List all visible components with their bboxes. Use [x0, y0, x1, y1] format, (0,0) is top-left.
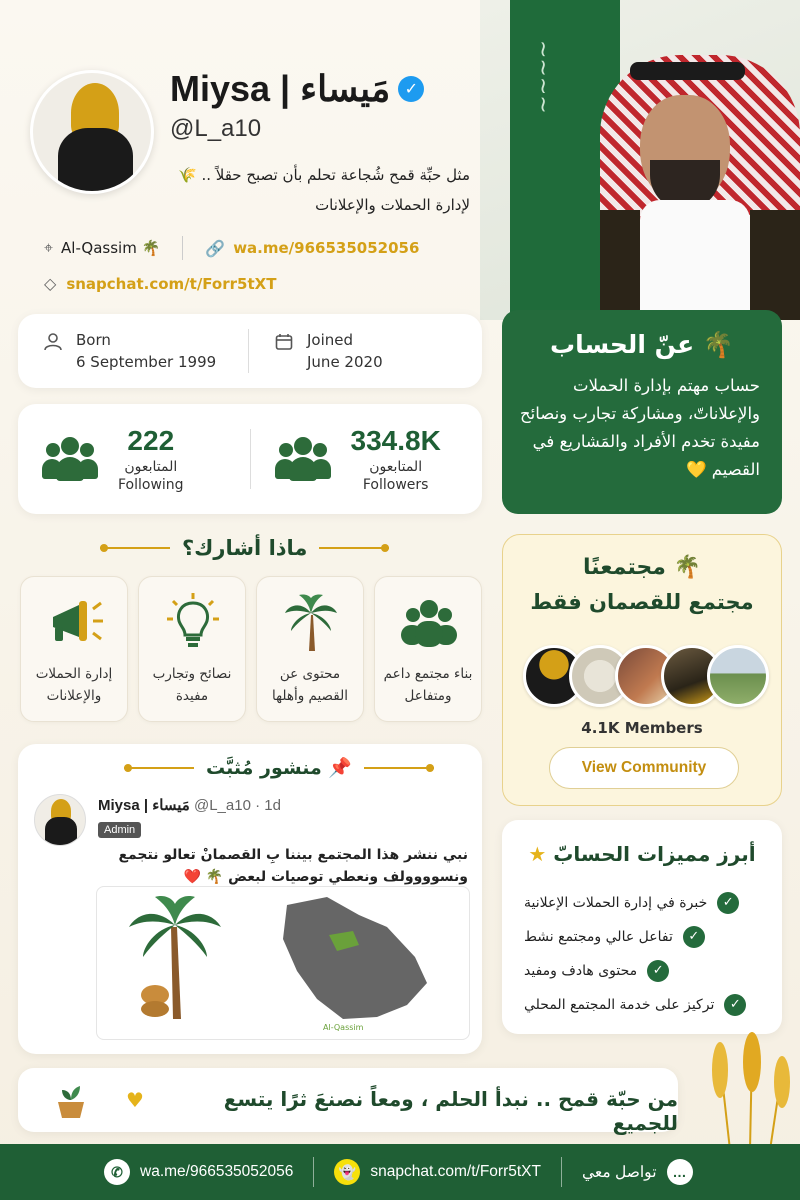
check-icon: ✓: [683, 926, 705, 948]
post-author-avatar[interactable]: [34, 794, 86, 846]
share-tile-label: محتوى عن القصيم وأهلها: [272, 666, 348, 704]
feature-item: [524, 954, 760, 988]
profile-name: Miysa | مَيساء: [170, 68, 391, 109]
followers-ar-label: المتابعون: [369, 459, 423, 475]
whatsapp-link-text[interactable]: wa.me/966535052056: [233, 239, 420, 257]
born-item: [18, 331, 248, 371]
community-avatars: [523, 645, 753, 707]
feature-text: محتوى هادف ومفيد: [524, 963, 638, 979]
lightbulb-icon: [163, 591, 223, 653]
followers-en-label: Followers: [362, 477, 429, 493]
about-title: 🌴 عنّ الحساب: [549, 330, 735, 359]
location: [44, 238, 160, 258]
followers-count: 334.8K: [350, 425, 441, 456]
wheat-icon: [690, 1030, 800, 1150]
post-time: · 1d: [255, 797, 281, 814]
feature-text: تركيز على خدمة المجتمع المحلي: [524, 997, 715, 1013]
born-value: 6 September 1999: [76, 353, 217, 371]
post-text: [98, 844, 468, 888]
title-ornament-left: [100, 547, 170, 549]
share-tile-label: بناء مجتمع داعم ومتفاعل: [383, 666, 473, 704]
joined-item: [249, 331, 479, 371]
whatsapp-link[interactable]: [205, 239, 419, 258]
post-text-line-1: نبي ننشر هذا المجتمع بيننا بِ القصمانْ تعالو نتجمع: [118, 847, 468, 863]
post-author[interactable]: [98, 796, 281, 814]
joined-value: June 2020: [307, 353, 383, 371]
slogan-card: [18, 1068, 678, 1135]
profile-avatar[interactable]: [30, 70, 154, 194]
features-list: [524, 886, 760, 1022]
pinned-title-text: 📌 منشور مُثبَّت: [206, 757, 352, 779]
group-icon: [42, 437, 98, 481]
person-icon: [44, 333, 62, 356]
person-agal: [630, 62, 745, 80]
flag-script: ~~~~: [530, 40, 555, 114]
footer-whatsapp[interactable]: [104, 1159, 293, 1185]
footer-divider: [313, 1157, 314, 1187]
features-title: [502, 842, 782, 866]
bio-line-1: مثل حبِّة قمح شُجاعة تحلم بأن تصبح حقلاً .. 🌾: [178, 166, 470, 184]
bio-line-2: لإدارة الحملات والإعلانات: [315, 196, 470, 214]
feature-text: تفاعل عالي ومجتمع نشط: [524, 929, 673, 945]
person-bisht-left: [600, 210, 640, 320]
snapchat-icon: 👻: [334, 1159, 360, 1185]
share-tile-qassim[interactable]: [256, 576, 364, 722]
community-card: [502, 534, 782, 806]
location-pin-icon: ⌖: [44, 238, 54, 257]
link-icon: 🔗: [205, 238, 226, 258]
post-image[interactable]: [96, 886, 470, 1040]
share-title-text: ماذا أشارك؟: [182, 536, 308, 560]
share-tile-label: إدارة الحملات والإعلانات: [35, 666, 113, 704]
person-thobe: [640, 200, 750, 320]
chat-bubble-icon: …: [667, 1159, 693, 1185]
title-ornament-right: [319, 547, 389, 549]
community-title: 🌴 مجتمعنًا: [583, 555, 701, 580]
hero-photo: [480, 0, 800, 320]
star-icon: ★: [528, 842, 547, 866]
dates-card: [18, 314, 482, 388]
community-subtitle: مجتمع للقصمان فقط: [530, 590, 754, 614]
location-text: Al-Qassim 🌴: [61, 239, 161, 257]
about-card: [502, 310, 782, 514]
title-ornament-left: [124, 767, 194, 769]
share-tile-community[interactable]: [374, 576, 482, 722]
group-icon: [399, 591, 459, 653]
stats-card: [18, 404, 482, 514]
following-en-label: Following: [118, 477, 184, 493]
about-text: حساب مهتم بإدارة الحملات والإعلاناتّ، ومشاركة تجارب ونصائح مفيدة تخدم الأفراد والمَشاريع في القصيم 💛: [520, 376, 760, 479]
post-text-line-2: ونسوووولف ونعطي توصيات لبعض 🌴 ❤️: [183, 869, 468, 885]
diamond-icon: ◇: [44, 274, 57, 293]
person-bisht-right: [750, 210, 800, 320]
feature-text: خبرة في إدارة الحملات الإعلانية: [524, 895, 708, 911]
footer-snapchat-text[interactable]: snapchat.com/t/Forr5tXT: [370, 1163, 541, 1180]
following-stat[interactable]: [18, 425, 250, 493]
title-ornament-right: [364, 767, 434, 769]
palm-tree-icon: [281, 591, 341, 653]
admin-badge: Admin: [98, 822, 141, 838]
snapchat-link[interactable]: [44, 274, 276, 293]
pinned-section-title: [124, 756, 434, 779]
profile-handle: @L_a10: [170, 115, 262, 142]
post-author-handle: @L_a10: [193, 797, 251, 814]
footer-whatsapp-text[interactable]: wa.me/966535052056: [140, 1163, 294, 1180]
map-caption: Al-Qassim: [323, 1023, 364, 1032]
footer-contact[interactable]: [582, 1159, 693, 1185]
check-icon: ✓: [717, 892, 739, 914]
joined-label: Joined: [307, 331, 354, 349]
group-icon: [275, 437, 331, 481]
meta-divider: [182, 236, 183, 260]
share-tile-label: نصائح وتجارب مفيدة: [152, 666, 232, 704]
avatar-body: [58, 128, 133, 194]
features-title-text: أبرز مميزات الحسابّ: [553, 842, 756, 866]
footer-contact-text: تواصل معي: [581, 1163, 657, 1181]
view-community-button[interactable]: View Community: [549, 747, 739, 789]
followers-stat[interactable]: [251, 425, 483, 493]
profile-name-row: [170, 68, 424, 110]
qassim-map-illustration: [97, 887, 470, 1040]
megaphone-icon: [45, 591, 105, 653]
check-icon: ✓: [724, 994, 746, 1016]
check-icon: ✓: [647, 960, 669, 982]
post-author-name: Miysa | مَيساء: [98, 797, 190, 814]
pinned-post-card: [18, 744, 482, 1054]
born-label: Born: [76, 331, 111, 349]
features-card: [502, 820, 782, 1034]
following-count: 222: [127, 425, 175, 456]
snapchat-link-text[interactable]: snapchat.com/t/Forr5tXT: [66, 274, 277, 293]
calendar-icon: [275, 333, 293, 356]
following-ar-label: المتابعون: [124, 459, 178, 475]
member-avatar[interactable]: [707, 645, 769, 707]
share-tile-campaigns[interactable]: [20, 576, 128, 722]
sprout-pot-icon: [52, 1082, 90, 1120]
members-count: 4.1K Members: [581, 719, 703, 737]
feature-item: [524, 886, 760, 920]
footer-divider: [561, 1157, 562, 1187]
yellow-heart-icon: ♥: [126, 1088, 144, 1112]
profile-bio: [150, 160, 470, 220]
share-tile-tips[interactable]: [138, 576, 246, 722]
feature-item: [524, 920, 760, 954]
verified-badge-icon: ✓: [398, 76, 424, 102]
footer-snapchat[interactable]: [334, 1159, 541, 1185]
feature-item: [524, 988, 760, 1022]
share-section-title: [100, 536, 389, 560]
profile-meta-row: [44, 236, 419, 260]
footer-bar: [0, 1144, 800, 1200]
whatsapp-icon: ✆: [104, 1159, 130, 1185]
slogan-text: من حبّة قمح .. نبدأ الحلم ، ومعاً نصنعَ ثرًا يتسع للجميع: [223, 1087, 678, 1135]
